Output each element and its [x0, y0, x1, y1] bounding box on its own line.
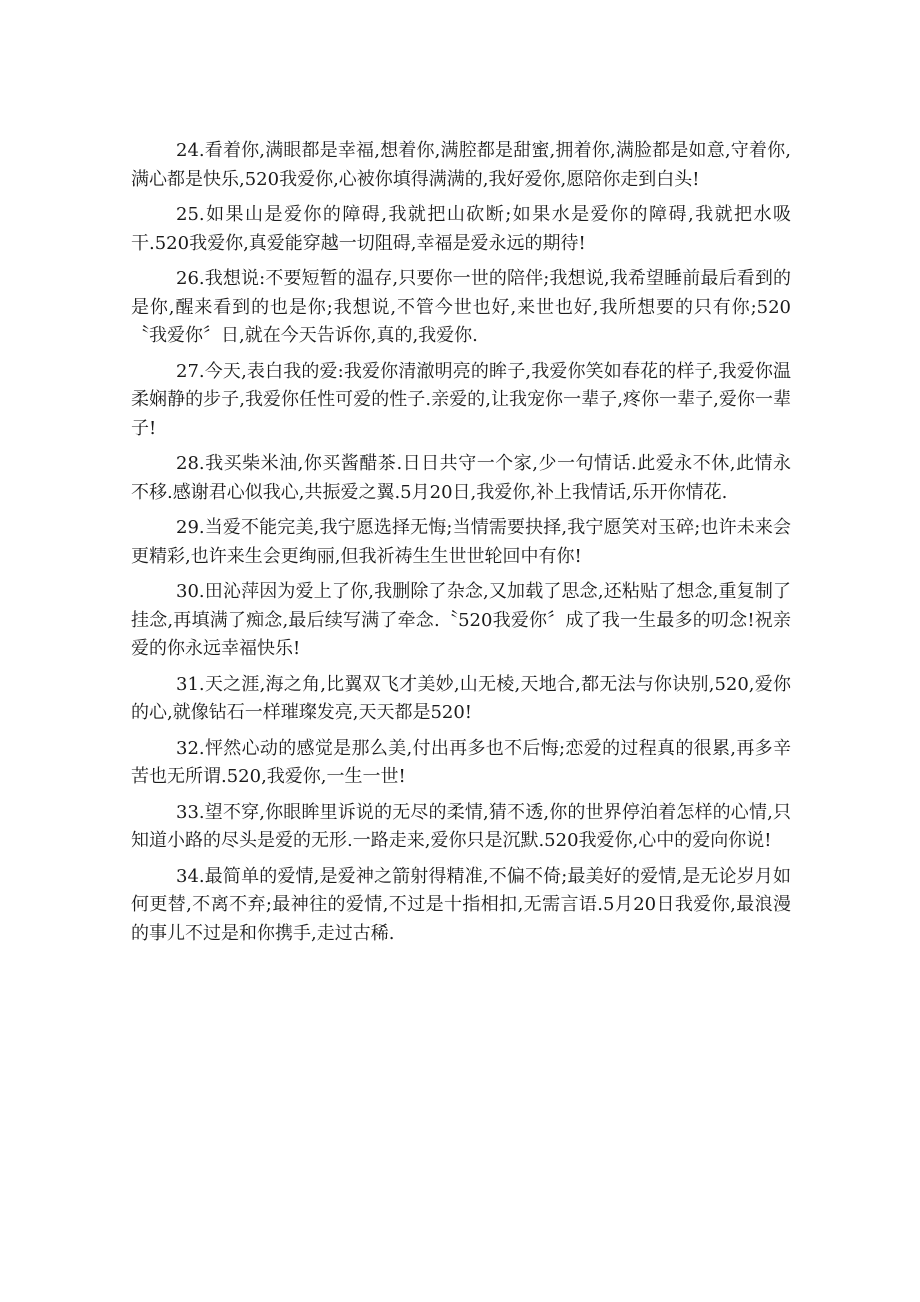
paragraph-33: 33.望不穿,你眼眸里诉说的无尽的柔情,猜不透,你的世界停泊着怎样的心情,只知道小路的尽头是爱的无形.一路走来,爱你只是沉默.520我爱你,心中的爱向你说! — [131, 801, 791, 851]
paragraph-31: 31.天之涯,海之角,比翼双飞才美妙,山无棱,天地合,都无法与你诀别,520,爱你的心,就像钻石一样璀璨发亮,天天都是520! — [131, 673, 791, 723]
paragraph-26: 26.我想说:不要短暂的温存,只要你一世的陪伴;我想说,我希望睡前最后看到的是你,醒来看到的也是你;我想说,不管今世也好,来世也好,我所想要的只有你;520〝我爱你〞日,就在今天告诉你,真的,我爱你. — [131, 268, 791, 346]
paragraph-29: 29.当爱不能完美,我宁愿选择无悔;当情需要抉择,我宁愿笑对玉碎;也许未来会更精彩,也许来生会更绚丽,但我祈祷生生世世轮回中有你! — [131, 517, 791, 567]
paragraph-27: 27.今天,表白我的爱:我爱你清澈明亮的眸子,我爱你笑如春花的样子,我爱你温柔娴静的步子,我爱你任性可爱的性子.亲爱的,让我宠你一辈子,疼你一辈子,爱你一辈子! — [131, 360, 791, 439]
paragraph-34: 34.最简单的爱情,是爱神之箭射得精准,不偏不倚;最美好的爱情,是无论岁月如何更替,不离不弃;最神往的爱情,不过是十指相扣,无需言语.5月20日我爱你,最浪漫的事儿不过是和你携手,走过古稀. — [131, 865, 791, 944]
paragraph-28: 28.我买柴米油,你买酱醋茶.日日共守一个家,少一句情话.此爱永不休,此情永不移.感谢君心似我心,共振爱之翼.5月20日,我爱你,补上我情话,乐开你情花. — [131, 453, 791, 503]
paragraph-24: 24.看着你,满眼都是幸福,想着你,满腔都是甜蜜,拥着你,满脸都是如意,守着你,满心都是快乐,520我爱你,心被你填得满满的,我好爱你,愿陪你走到白头! — [131, 140, 791, 190]
paragraph-30: 30.田沁萍因为爱上了你,我删除了杂念,又加载了思念,还粘贴了想念,重复制了挂念,再填满了痴念,最后续写满了牵念.〝520我爱你〞成了我一生最多的叨念!祝亲爱的你永远幸福快乐! — [131, 581, 791, 659]
paragraph-32: 32.怦然心动的感觉是那么美,付出再多也不后悔;恋爱的过程真的很累,再多辛苦也无所谓.520,我爱你,一生一世! — [131, 737, 791, 787]
paragraph-25: 25.如果山是爱你的障碍,我就把山砍断;如果水是爱你的障碍,我就把水吸干.520我爱你,真爱能穿越一切阻碍,幸福是爱永远的期待! — [131, 204, 791, 254]
document-body — [131, 137, 791, 955]
